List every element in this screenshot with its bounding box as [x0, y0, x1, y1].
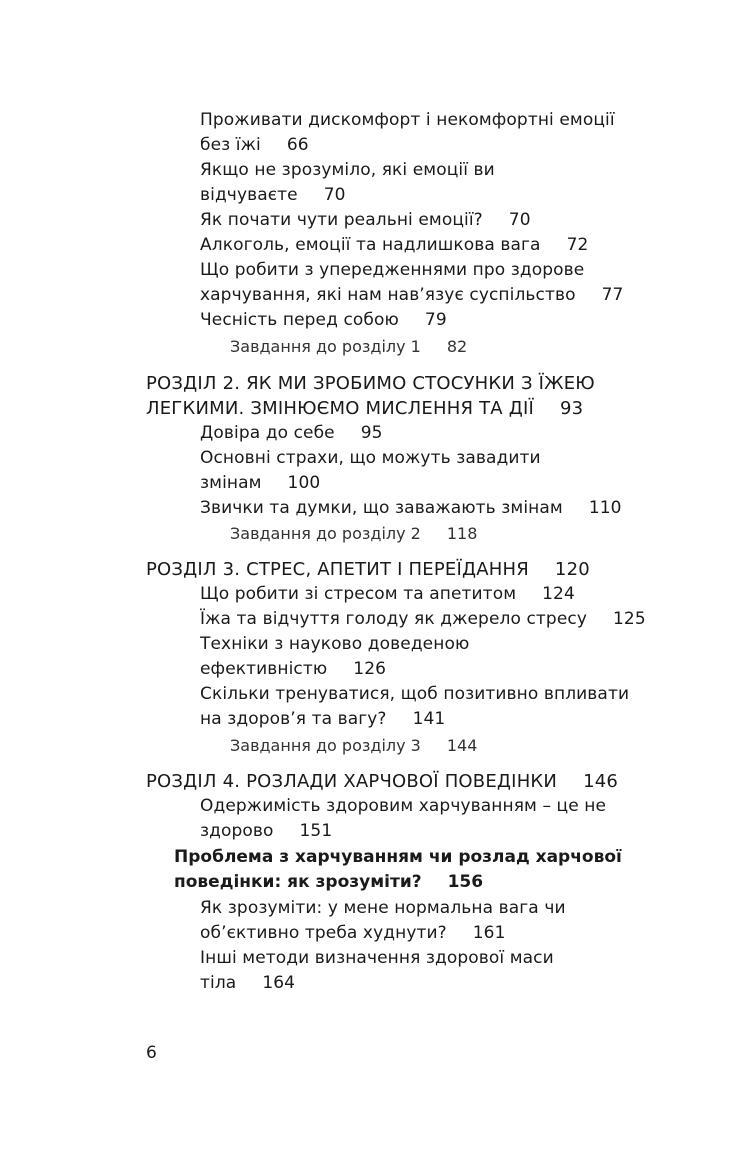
- toc-entry-title: Алкоголь, емоції та надлишкова вага: [200, 235, 541, 255]
- toc-entry-title: Як почати чути реальні емоції?: [200, 210, 483, 230]
- toc-entry: [230, 521, 477, 546]
- toc-entry-page: 126: [353, 659, 387, 679]
- toc-entry: [200, 682, 629, 707]
- toc-entry-title: об’єктивно треба худнути?: [200, 923, 447, 943]
- toc-entry-title: поведінки: як зрозуміти?: [174, 872, 422, 892]
- toc-entry-title: на здоров’я та вагу?: [200, 709, 387, 729]
- toc-entry-title: Завдання до розділу 1: [230, 337, 421, 356]
- toc-entry: [174, 845, 622, 870]
- toc-entry-title: Завдання до розділу 3: [230, 736, 421, 755]
- toc-entry: [200, 607, 646, 632]
- toc-entry-page: 77: [601, 285, 624, 305]
- toc-entry-page: 125: [612, 609, 646, 629]
- toc-entry-page: 82: [446, 337, 468, 356]
- toc-entry-title: Одержимість здоровим харчуванням – це не: [200, 796, 607, 816]
- toc-entry-page: 118: [446, 524, 478, 543]
- toc-entry: [230, 733, 477, 758]
- toc-entry-title: Завдання до розділу 2: [230, 524, 421, 543]
- toc-entry: [200, 819, 332, 844]
- toc-entry: [200, 582, 575, 607]
- toc-entry-title: ЛЕГКИМИ. ЗМІНЮЄМО МИСЛЕННЯ ТА ДІЇ: [146, 398, 534, 419]
- toc-entry-page: 164: [262, 973, 296, 993]
- toc-entry-title: Чесність перед собою: [200, 310, 399, 330]
- toc-entry-title: тіла: [200, 973, 237, 993]
- toc-entry-title: здорово: [200, 821, 274, 841]
- toc-entry-title: Техніки з науково доведеною: [200, 634, 470, 654]
- toc-entry-page: 161: [472, 923, 506, 943]
- toc-entry-title: РОЗДІЛ 3. СТРЕС, АПЕТИТ І ПЕРЕЇДАННЯ: [146, 559, 529, 580]
- toc-entry-title: змінам: [200, 473, 262, 493]
- toc-entry-title: Їжа та відчуття голоду як джерело стресу: [200, 609, 587, 629]
- toc-entry-title: РОЗДІЛ 4. РОЗЛАДИ ХАРЧОВОЇ ПОВЕДІНКИ: [146, 771, 558, 792]
- toc-entry: [200, 632, 469, 657]
- toc-entry-page: 144: [446, 736, 478, 755]
- toc-entry: [146, 557, 590, 582]
- toc-entry-title: Довіра до себе: [200, 423, 335, 443]
- toc-entry: [200, 471, 320, 496]
- toc-entry-title: харчування, які нам нав’язує суспільство: [200, 285, 576, 305]
- toc-entry: [200, 657, 386, 682]
- toc-entry-title: ефективністю: [200, 659, 328, 679]
- toc-entry-title: без їжі: [200, 135, 261, 155]
- toc-entry: [174, 870, 483, 895]
- toc-entry: [200, 496, 622, 521]
- toc-entry: [200, 283, 623, 308]
- toc-entry: [200, 258, 584, 283]
- toc-entry-page: 151: [299, 821, 333, 841]
- toc-entry: [200, 108, 615, 133]
- toc-entry: [200, 896, 566, 921]
- toc-entry-title: Якщо не зрозуміло, які емоції ви: [200, 160, 495, 180]
- toc-entry-page: 70: [323, 185, 346, 205]
- toc-entry: [200, 158, 495, 183]
- toc-entry-title: Основні страхи, що можуть завадити: [200, 448, 541, 468]
- toc-entry: [200, 233, 588, 258]
- toc-entry-title: Скільки тренуватися, щоб позитивно впливати: [200, 684, 630, 704]
- toc-entry: [200, 946, 554, 971]
- toc-entry: [200, 208, 531, 233]
- toc-entry: [146, 396, 583, 421]
- toc-entry: [200, 971, 295, 996]
- toc-entry: [146, 371, 595, 396]
- toc-entry: [200, 707, 445, 732]
- toc-entry-page: 93: [559, 398, 584, 419]
- toc-entry: [200, 183, 346, 208]
- toc-entry-page: 124: [542, 584, 575, 604]
- toc-entry: [200, 794, 606, 819]
- toc-entry-page: 110: [588, 498, 622, 518]
- toc-entry-page: 79: [424, 310, 447, 330]
- toc-entry-title: Що робити з упередженнями про здорове: [200, 260, 585, 280]
- toc-entry-page: 120: [554, 559, 590, 580]
- toc-entry-title: Проблема з харчуванням чи розлад харчової: [174, 847, 622, 867]
- toc-entry-page: 156: [447, 872, 484, 892]
- toc-entry-page: 66: [286, 135, 309, 155]
- toc-entry: [200, 421, 383, 446]
- toc-entry: [146, 769, 618, 794]
- toc-entry-title: Що робити зі стресом та апетитом: [200, 584, 517, 604]
- toc-entry: [200, 921, 506, 946]
- toc-entry-page: 72: [566, 235, 589, 255]
- toc-entry-page: 141: [412, 709, 446, 729]
- toc-entry-title: відчуваєте: [200, 185, 298, 205]
- toc-entry-title: Проживати дискомфорт і некомфортні емоції: [200, 110, 615, 130]
- toc-entry: [200, 133, 309, 158]
- toc-entry-page: 146: [583, 771, 619, 792]
- toc-entry-title: РОЗДІЛ 2. ЯК МИ ЗРОБИМО СТОСУНКИ З ЇЖЕЮ: [146, 373, 595, 394]
- toc-entry-title: Як зрозуміти: у мене нормальна вага чи: [200, 898, 566, 918]
- toc-entry-page: 95: [360, 423, 383, 443]
- toc-entry-page: 70: [508, 210, 531, 230]
- toc-entry-page: 100: [287, 473, 321, 493]
- toc-entry-title: Інші методи визначення здорової маси: [200, 948, 554, 968]
- toc-entry-title: Звички та думки, що заважають змінам: [200, 498, 563, 518]
- page-number: 6: [146, 1043, 157, 1063]
- toc-entry: [230, 334, 467, 359]
- toc-entry: [200, 446, 541, 471]
- toc-entry: [200, 308, 447, 333]
